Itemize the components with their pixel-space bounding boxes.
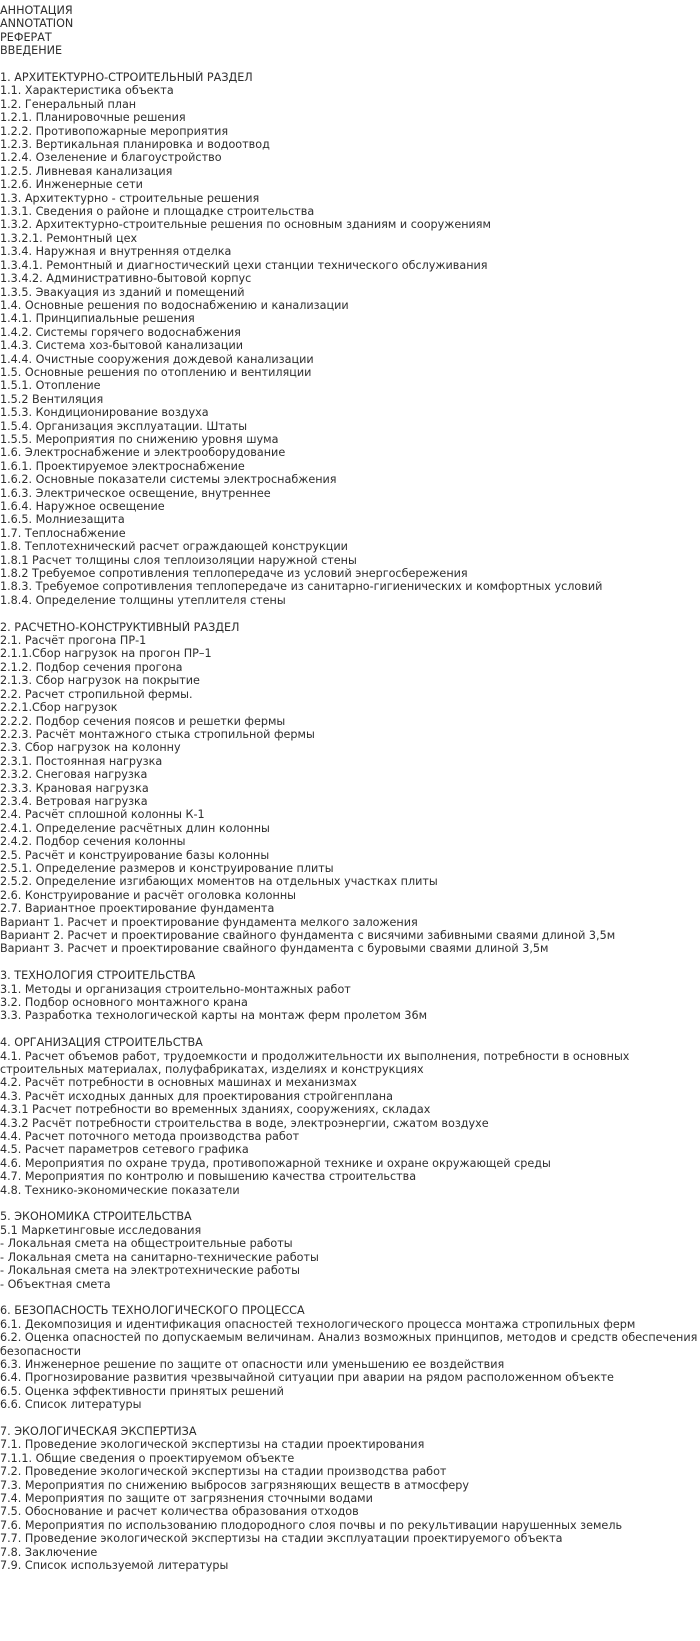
toc-entry: 6.5. Оценка эффективности принятых решений [0, 1384, 284, 1398]
toc-entry: 4.6. Мероприятия по охране труда, противопожарной технике и охране окружающей среды [0, 1156, 551, 1170]
toc-entry: 7.9. Список используемой литературы [0, 1559, 229, 1573]
toc-entry: 4.5. Расчет параметров сетевого графика [0, 1143, 249, 1157]
toc-entry: 1.5.3. Кондиционирование воздуха [0, 406, 209, 420]
toc-entry: 2.1.2. Подбор сечения прогона [0, 660, 183, 674]
toc-section-heading: 6. БЕЗОПАСНОСТЬ ТЕХНОЛОГИЧЕСКОГО ПРОЦЕССА [0, 1304, 305, 1318]
toc-entry: 1.6.5. Молниезащита [0, 513, 125, 527]
toc-entry: 2.3.2. Снеговая нагрузка [0, 768, 148, 782]
toc-entry: 3.1. Методы и организация строительно-монтажных работ [0, 982, 351, 996]
toc-entry: 4.2. Расчёт потребности в основных машинах и механизмах [0, 1076, 357, 1090]
toc-entry: 1.8.4. Определение толщины утеплителя стены [0, 593, 286, 607]
toc-entry: 1.3.4. Наружная и внутренняя отделка [0, 245, 232, 259]
toc-entry: - Объектная смета [0, 1277, 111, 1291]
toc-section [0, 71, 700, 607]
toc-entry: 1.3.4.1. Ремонтный и диагностический цехи станции технического обслуживания [0, 258, 488, 272]
toc-entry: 1.2.6. Инженерные сети [0, 178, 143, 192]
toc-entry: 1.3. Архитектурно - строительные решения [0, 191, 260, 205]
toc-entry: 5.1 Маркетинговые исследования [0, 1223, 202, 1237]
toc-entry: 2.6. Конструирование и расчёт оголовка колонны [0, 888, 296, 902]
toc-entry: 2.4.1. Определение расчётных длин колонны [0, 821, 270, 835]
toc-entry: 2.5.2. Определение изгибающих моментов на отдельных участках плиты [0, 875, 438, 889]
toc-entry: 1.5. Основные решения по отоплению и вентиляции [0, 365, 312, 379]
toc-entry: 2.5.1. Определение размеров и конструирование плиты [0, 861, 334, 875]
toc-entry: 1.4.3. Система хоз-бытовой канализации [0, 339, 244, 353]
section-spacer [0, 1023, 700, 1036]
toc-entry: 1.6.3. Электрическое освещение, внутреннее [0, 486, 271, 500]
toc-section-heading: 7. ЭКОЛОГИЧЕСКАЯ ЭКСПЕРТИЗА [0, 1424, 197, 1438]
toc-entry: 7.2. Проведение экологической экспертизы на стадии производства работ [0, 1465, 447, 1479]
toc-entry: - Локальная смета на электротехнические работы [0, 1264, 300, 1278]
toc-entry: 2.1. Расчёт прогона ПР-1 [0, 634, 147, 648]
toc-entry: 4.7. Мероприятия по контролю и повышению качества строительства [0, 1170, 417, 1184]
toc-entry: 1.2.2. Противопожарные мероприятия [0, 124, 229, 138]
toc-entry: 2.4.2. Подбор сечения колонны [0, 835, 186, 849]
toc-entry: Вариант 3. Расчет и проектирование свайного фундамента с буровыми сваями длиной 3,5м [0, 942, 549, 956]
toc-entry: 1.5.4. Организация эксплуатации. Штаты [0, 419, 248, 433]
toc-entry: 7.7. Проведение экологической экспертизы на стадии эксплуатации проектируемого объекта [0, 1532, 563, 1546]
toc-entry: 1.2.4. Озеленение и благоустройство [0, 151, 222, 165]
toc-entry: 4.8. Технико-экономические показатели [0, 1183, 240, 1197]
toc-entry: ВВЕДЕНИЕ [0, 44, 63, 58]
toc-entry: 4.3.1 Расчет потребности во временных зданиях, сооружениях, складах [0, 1103, 431, 1117]
toc-entry: 2.1.1.Сбор нагрузок на прогон ПР–1 [0, 647, 212, 661]
toc-entry: 2.2.3. Расчёт монтажного стыка стропильной фермы [0, 727, 315, 741]
toc-entry: 1.8.2 Требуемое сопротивления теплопередаче из условий энергосбережения [0, 567, 468, 581]
toc-entry: 2.3.3. Крановая нагрузка [0, 781, 149, 795]
toc-entry: 1.2.3. Вертикальная планировка и водоотвод [0, 138, 270, 152]
toc-entry: 1.6. Электроснабжение и электрооборудование [0, 446, 286, 460]
toc-entry: 7.8. Заключение [0, 1545, 98, 1559]
toc-section [0, 1036, 700, 1197]
toc-entry: 1.5.2 Вентиляция [0, 392, 104, 406]
toc-entry: 1.2.5. Ливневая канализация [0, 164, 173, 178]
section-spacer [0, 956, 700, 969]
toc-section-heading: 5. ЭКОНОМИКА СТРОИТЕЛЬСТВА [0, 1210, 192, 1224]
toc-entry: 4.1. Расчет объемов работ, трудоемкости и продолжительности их выполнения, потребности в основных строительных материалах, полуфабрикатах, изделиях и конструкциях [0, 1049, 630, 1077]
section-spacer [0, 58, 700, 71]
toc-entry: 2.5. Расчёт и конструирование базы колонны [0, 848, 270, 862]
toc-entry: 7.3. Мероприятия по снижению выбросов загрязняющих веществ в атмосферу [0, 1478, 470, 1492]
toc-section-heading: 3. ТЕХНОЛОГИЯ СТРОИТЕЛЬСТВА [0, 969, 196, 983]
toc-entry: 1.3.2. Архитектурно-строительные решения по основным зданиям и сооружениям [0, 218, 491, 232]
toc-entry: 4.3. Расчёт исходных данных для проектирования стройгенплана [0, 1089, 393, 1103]
section-spacer [0, 1412, 700, 1425]
toc-section-heading: 2. РАСЧЕТНО-КОНСТРУКТИВНЫЙ РАЗДЕЛ [0, 620, 240, 634]
toc-entry: 7.1. Проведение экологической экспертизы на стадии проектирования [0, 1438, 425, 1452]
toc-entry: 7.1.1. Общие сведения о проектируемом объекте [0, 1451, 295, 1465]
toc-entry: 4.3.2 Расчёт потребности строительства в воде, электроэнергии, сжатом воздухе [0, 1116, 489, 1130]
toc-section [0, 621, 700, 956]
toc-section [0, 1304, 700, 1411]
section-spacer [0, 1197, 700, 1210]
toc-entry: 3.2. Подбор основного монтажного крана [0, 996, 248, 1010]
toc-entry: 1.8.1 Расчет толщины слоя теплоизоляции наружной стены [0, 553, 357, 567]
toc-entry: 1.6.2. Основные показатели системы электроснабжения [0, 473, 337, 487]
toc-entry: 4.4. Расчет поточного метода производства работ [0, 1130, 300, 1144]
toc-entry: 6.3. Инженерное решение по защите от опасности или уменьшению ее воздействия [0, 1357, 505, 1371]
toc-entry: 2.4. Расчёт сплошной колонны К-1 [0, 808, 205, 822]
toc-section [0, 4, 700, 58]
section-spacer [0, 1291, 700, 1304]
toc-entry: 1.4. Основные решения по водоснабжению и канализации [0, 298, 349, 312]
toc-entry: 2.2.2. Подбор сечения поясов и решетки фермы [0, 714, 286, 728]
toc-entry: РЕФЕРАТ [0, 30, 52, 44]
toc-entry: 1.2. Генеральный план [0, 97, 137, 111]
toc-entry: 7.4. Мероприятия по защите от загрязнения сточными водами [0, 1491, 373, 1505]
toc-entry: 1.8. Теплотехнический расчет ограждающей конструкции [0, 540, 348, 554]
toc-section [0, 1210, 700, 1290]
toc-entry: ANNOTATION [0, 17, 74, 31]
toc-entry: 6.4. Прогнозирование развития чрезвычайной ситуации при аварии на рядом расположенном объекте [0, 1371, 614, 1385]
toc-entry: 1.5.5. Мероприятия по снижению уровня шума [0, 432, 279, 446]
toc-entry: 2.3.1. Постоянная нагрузка [0, 754, 163, 768]
toc-entry: 2.7. Вариантное проектирование фундамента [0, 902, 275, 916]
toc-entry: 1.3.2.1. Ремонтный цех [0, 231, 138, 245]
toc-entry: АННОТАЦИЯ [0, 4, 73, 17]
toc-entry: 6.2. Оценка опасностей по допускаемым величинам. Анализ возможных принципов, методов и средств обеспечения безопасности [0, 1331, 698, 1358]
toc-entry: - Локальная смета на общестроительные работы [0, 1237, 293, 1251]
toc-entry: 1.1. Характеристика объекта [0, 84, 174, 98]
toc-entry: 6.6. Список литературы [0, 1398, 142, 1412]
toc-section [0, 1425, 700, 1572]
toc-entry: 6.1. Декомпозиция и идентификация опасностей технологического процесса монтажа стропильных ферм [0, 1317, 636, 1331]
toc-entry: 1.3.5. Эвакуация из зданий и помещений [0, 285, 245, 299]
toc-entry: 1.3.4.2. Административно-бытовой корпус [0, 272, 252, 286]
toc-entry: 1.4.1. Принципиальные решения [0, 312, 195, 326]
toc-entry: 1.4.4. Очистные сооружения дождевой канализации [0, 352, 314, 366]
toc-entry: 1.7. Теплоснабжение [0, 526, 126, 540]
toc-section-heading: 1. АРХИТЕКТУРНО-СТРОИТЕЛЬНЫЙ РАЗДЕЛ [0, 71, 253, 85]
toc-entry: 7.5. Обоснование и расчет количества образования отходов [0, 1505, 359, 1519]
toc-entry: 2.1.3. Сбор нагрузок на покрытие [0, 674, 200, 688]
toc-entry: 1.6.4. Наружное освещение [0, 500, 165, 514]
toc-section-heading: 4. ОРГАНИЗАЦИЯ СТРОИТЕЛЬСТВА [0, 1036, 203, 1050]
toc-entry: 1.4.2. Системы горячего водоснабжения [0, 325, 241, 339]
section-spacer [0, 607, 700, 620]
toc-entry: Вариант 1. Расчет и проектирование фундамента мелкого заложения [0, 915, 418, 929]
toc-entry: 2.3. Сбор нагрузок на колонну [0, 741, 181, 755]
toc-entry: 7.6. Мероприятия по использованию плодородного слоя почвы и по рекультивации нарушенных земель [0, 1518, 623, 1532]
toc-entry: 1.2.1. Планировочные решения [0, 111, 186, 125]
toc-entry: 2.2. Расчет стропильной фермы. [0, 687, 193, 701]
toc-entry: - Локальная смета на санитарно-технические работы [0, 1250, 319, 1264]
toc-entry: 1.5.1. Отопление [0, 379, 101, 393]
toc-entry: Вариант 2. Расчет и проектирование свайного фундамента с висячими забивными сваями длиной 3,5м [0, 929, 616, 942]
toc-entry: 3.3. Разработка технологической карты на монтаж ферм пролетом 36м [0, 1009, 428, 1023]
toc-entry: 1.8.3. Требуемое сопротивления теплопередаче из санитарно-гигиенических и комфортных условий [0, 580, 603, 594]
toc-entry: 1.3.1. Сведения о районе и площадке строительства [0, 205, 315, 219]
toc-section [0, 969, 700, 1023]
toc-entry: 1.6.1. Проектируемое электроснабжение [0, 459, 245, 473]
toc-entry: 2.3.4. Ветровая нагрузка [0, 794, 148, 808]
toc-entry: 2.2.1.Сбор нагрузок [0, 701, 118, 715]
